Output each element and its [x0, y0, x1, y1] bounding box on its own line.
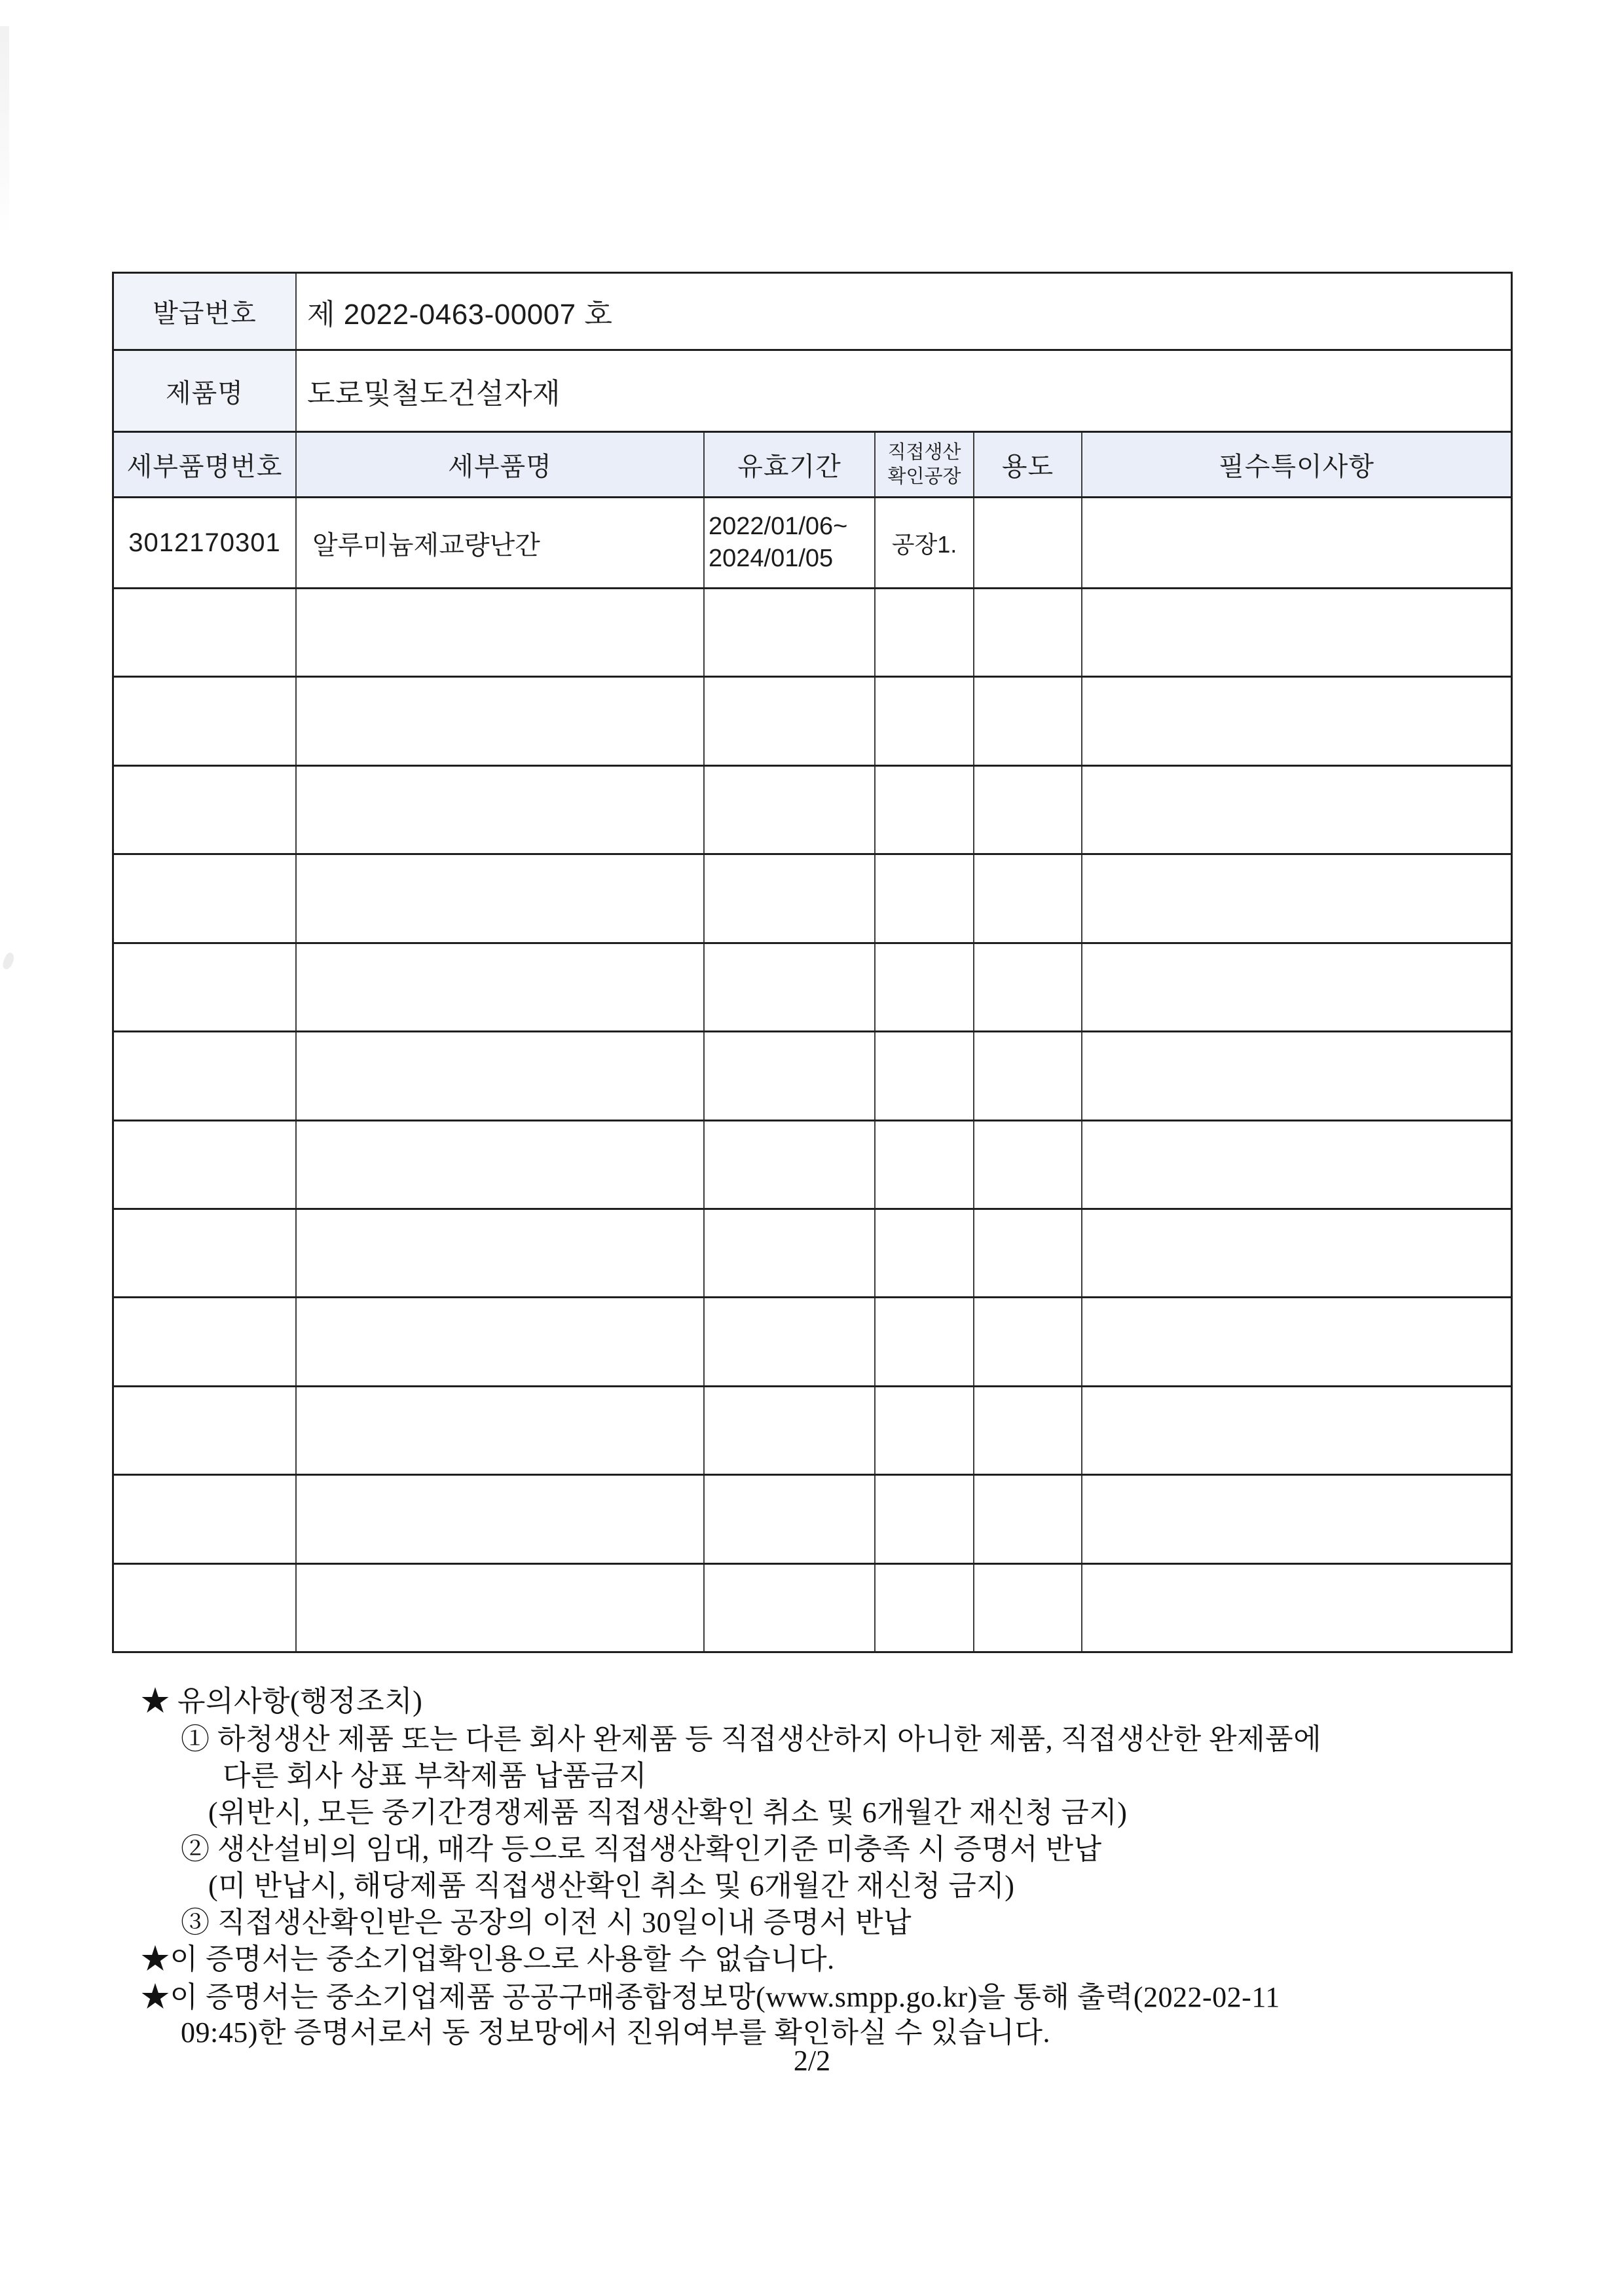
product-name-label-cell — [114, 351, 297, 431]
empty-cell — [297, 1032, 705, 1119]
empty-cell — [1082, 589, 1511, 676]
empty-cell — [974, 1210, 1082, 1296]
empty-cell — [1082, 944, 1511, 1030]
table-row-empty — [114, 855, 1511, 943]
empty-cell — [1082, 1298, 1511, 1385]
empty-cell — [114, 1476, 297, 1562]
empty-cell — [705, 1210, 876, 1296]
empty-cell — [1082, 1387, 1511, 1474]
empty-cell — [297, 1210, 705, 1296]
header-name: 세부품명 — [297, 433, 705, 496]
notes-title: ★ 유의사항(행정조치) — [141, 1685, 423, 1717]
empty-cell — [114, 1298, 297, 1385]
empty-cell — [974, 1032, 1082, 1119]
table-row-empty — [114, 1387, 1511, 1476]
empty-cell — [974, 1565, 1082, 1651]
empty-cell — [114, 678, 297, 764]
empty-cell — [1082, 1565, 1511, 1651]
cell-notes — [1082, 498, 1511, 587]
header-factory-line1: 직접생산 — [887, 442, 961, 464]
empty-cell — [297, 1387, 705, 1474]
empty-cell — [114, 589, 297, 676]
empty-cell — [876, 1032, 974, 1119]
header-validity: 유효기간 — [705, 433, 876, 496]
table-row-empty — [114, 589, 1511, 678]
empty-cell — [705, 1121, 876, 1208]
note-line: (위반시, 모든 중기간경쟁제품 직접생산확인 취소 및 6개월간 재신청 금지) — [208, 1796, 1128, 1829]
header-code: 세부품명번호 — [114, 433, 297, 496]
empty-cell — [1082, 855, 1511, 941]
table-row-empty — [114, 944, 1511, 1032]
empty-cell — [974, 1298, 1082, 1385]
empty-cell — [1082, 678, 1511, 764]
empty-cell — [876, 1121, 974, 1208]
note-line: ③ 직접생산확인받은 공장의 이전 시 30일이내 증명서 반납 — [181, 1906, 912, 1939]
note-line: ★이 증명서는 중소기업제품 공공구매종합정보망(www.smpp.go.kr)을 통해 출력(2022-02-11 — [141, 1981, 1280, 2013]
empty-cell — [876, 855, 974, 941]
empty-cell — [876, 1476, 974, 1562]
product-name-label: 제품명 — [166, 378, 244, 408]
table-row-empty — [114, 678, 1511, 766]
cell-usage — [974, 498, 1082, 587]
empty-cell — [1082, 1210, 1511, 1296]
note-line: ① 하청생산 제품 또는 다른 회사 완제품 등 직접생산하지 아니한 제품, 직접생산한 완제품에 — [181, 1723, 1322, 1755]
empty-cell — [876, 589, 974, 676]
empty-cell — [114, 944, 297, 1030]
scan-artifact-smudge — [1, 951, 16, 970]
empty-cell — [876, 767, 974, 853]
empty-cell — [705, 767, 876, 853]
product-name-row — [114, 351, 1511, 433]
product-name-value-cell — [297, 351, 1511, 431]
empty-cell — [974, 944, 1082, 1030]
table-row-empty — [114, 1121, 1511, 1210]
empty-cell — [705, 944, 876, 1030]
empty-cell — [876, 1298, 974, 1385]
empty-cell — [1082, 1032, 1511, 1119]
empty-cell — [114, 1210, 297, 1296]
empty-cell — [974, 678, 1082, 764]
empty-cell — [876, 1387, 974, 1474]
empty-cell — [297, 1298, 705, 1385]
empty-cell — [705, 1298, 876, 1385]
empty-cell — [114, 1565, 297, 1651]
note-line: ② 생산설비의 임대, 매각 등으로 직접생산확인기준 미충족 시 증명서 반납 — [181, 1833, 1102, 1865]
empty-cell — [705, 1387, 876, 1474]
empty-cell — [297, 1476, 705, 1562]
empty-cell — [876, 1210, 974, 1296]
empty-cell — [297, 589, 705, 676]
empty-cell — [1082, 1121, 1511, 1208]
empty-cell — [974, 767, 1082, 853]
cell-name: 알루미늄제교량난간 — [297, 498, 705, 587]
empty-cell — [114, 855, 297, 941]
empty-cell — [297, 767, 705, 853]
empty-cell — [297, 678, 705, 764]
note-line: (미 반납시, 해당제품 직접생산확인 취소 및 6개월간 재신청 금지) — [208, 1870, 1015, 1902]
empty-cell — [876, 678, 974, 764]
issue-number-label: 발급번호 — [153, 299, 257, 328]
empty-cell — [297, 1565, 705, 1651]
empty-cell — [705, 1565, 876, 1651]
note-line: 09:45)한 증명서로서 동 정보망에서 진위여부를 확인하실 수 있습니다. — [181, 2016, 1050, 2049]
header-factory — [876, 433, 974, 496]
empty-cell — [974, 1387, 1082, 1474]
scan-artifact-streak — [0, 26, 9, 236]
empty-cell — [1082, 1476, 1511, 1562]
empty-cell — [297, 1121, 705, 1208]
certificate-table — [112, 272, 1513, 1653]
cell-validity — [705, 498, 876, 587]
empty-cell — [974, 1121, 1082, 1208]
empty-cell — [974, 1476, 1082, 1562]
empty-cell — [876, 944, 974, 1030]
table-row-empty — [114, 767, 1511, 855]
empty-cell — [876, 1565, 974, 1651]
header-usage: 용도 — [974, 433, 1082, 496]
empty-cell — [297, 944, 705, 1030]
header-factory-line2: 확인공장 — [887, 465, 961, 487]
table-row-empty — [114, 1032, 1511, 1121]
note-line: 다른 회사 상표 부착제품 납품금지 — [223, 1760, 648, 1792]
empty-cell — [1082, 767, 1511, 853]
cell-factory: 공장1. — [876, 498, 974, 587]
table-row-empty — [114, 1210, 1511, 1298]
product-name-value: 도로및철도건설자재 — [307, 378, 561, 410]
empty-cell — [974, 589, 1082, 676]
note-line: ★이 증명서는 중소기업확인용으로 사용할 수 없습니다. — [141, 1943, 835, 1975]
issue-number-value-cell — [297, 274, 1511, 349]
empty-cell — [114, 767, 297, 853]
empty-cell — [114, 1387, 297, 1474]
table-row — [114, 498, 1511, 589]
cell-validity-to: 2024/01/05 — [709, 545, 834, 572]
empty-cell — [114, 1121, 297, 1208]
issue-number-value: 제 2022-0463-00007 호 — [307, 298, 613, 331]
table-row-empty — [114, 1298, 1511, 1387]
empty-cell — [705, 855, 876, 941]
cell-code: 3012170301 — [114, 498, 297, 587]
empty-cell — [705, 589, 876, 676]
issue-number-label-cell — [114, 274, 297, 349]
page-number: 2/2 — [793, 2045, 831, 2077]
empty-cell — [705, 1032, 876, 1119]
empty-cell — [297, 855, 705, 941]
empty-cell — [705, 678, 876, 764]
table-row-empty — [114, 1476, 1511, 1564]
issue-number-row — [114, 274, 1511, 351]
header-notes: 필수특이사항 — [1082, 433, 1511, 496]
table-header-row — [114, 433, 1511, 498]
table-row-empty — [114, 1565, 1511, 1651]
empty-cell — [974, 855, 1082, 941]
empty-cell — [705, 1476, 876, 1562]
cell-validity-from: 2022/01/06~ — [709, 513, 848, 541]
empty-cell — [114, 1032, 297, 1119]
